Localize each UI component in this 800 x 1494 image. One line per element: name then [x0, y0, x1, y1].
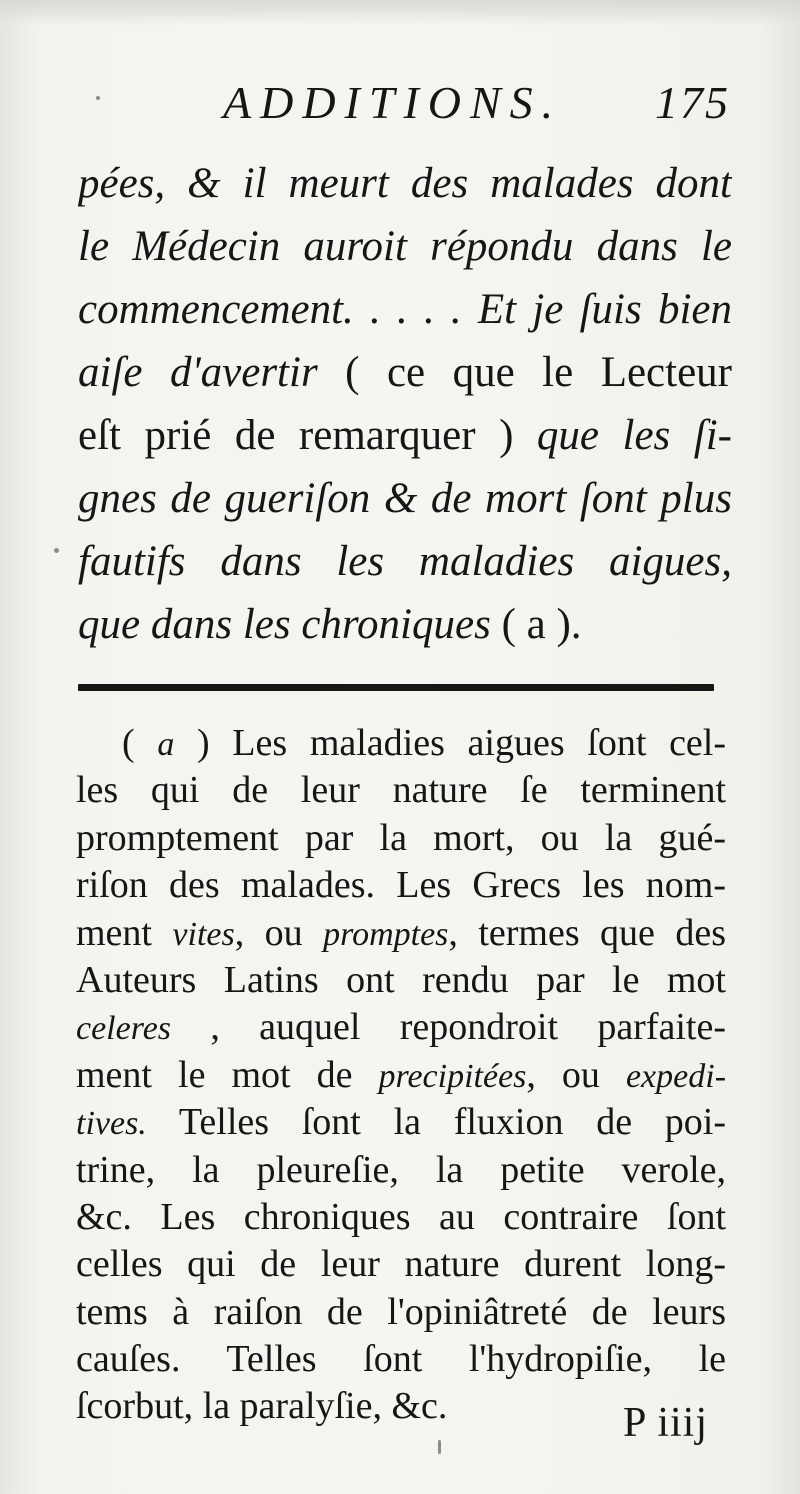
footnote-line — [76, 957, 726, 1004]
paper-speck — [438, 1440, 441, 1454]
running-head: ADDITIONS. — [223, 77, 563, 128]
text-line — [78, 404, 732, 467]
page-number: 175 — [655, 77, 730, 128]
italic-span: tives. — [76, 1105, 147, 1143]
roman-span: Telles ſont la fluxion de poi- — [146, 1101, 726, 1144]
roman-span: celles qui de leur nature durent long- — [76, 1243, 726, 1286]
roman-span: , auquel repondroit parfaite- — [171, 1006, 726, 1049]
roman-span: les qui de leur nature ſe terminent — [76, 769, 726, 812]
footnote-block — [76, 720, 726, 1431]
text-line — [78, 341, 732, 404]
roman-span: ( ce que le Lecteur — [317, 349, 732, 396]
roman-span: Auteurs Latins ont rendu par le mot — [76, 958, 726, 1001]
italic-span: gnes de gueriſon & de mort ſont plus — [78, 475, 732, 522]
footnote-line — [76, 815, 726, 862]
italic-span: que les ſi- — [536, 412, 732, 459]
text-line — [78, 467, 732, 530]
footnote-line — [76, 862, 726, 909]
main-text-block — [78, 152, 732, 656]
page-header — [80, 72, 730, 134]
paper-speck — [96, 96, 100, 100]
paper-speck — [54, 548, 59, 553]
text-line — [78, 152, 732, 215]
footnote-line — [76, 1004, 726, 1051]
roman-span: ( a ). — [490, 601, 582, 648]
roman-span: ment le mot de — [76, 1053, 379, 1096]
footnote-separator-rule — [78, 684, 714, 691]
roman-span: ment — [76, 911, 173, 954]
footnote-line — [76, 1194, 726, 1241]
italic-span: promptes — [323, 915, 449, 953]
roman-span: riſon des malades. Les Grecs les nom- — [76, 864, 726, 907]
footnote-line — [76, 1052, 726, 1099]
roman-span: cauſes. Telles ſont l'hydropiſie, le — [76, 1338, 726, 1381]
footnote-line — [76, 767, 726, 814]
italic-span: pées, & il meurt des malades dont — [78, 160, 732, 207]
italic-span: precipitées — [378, 1057, 527, 1095]
footnote-line — [76, 720, 726, 767]
page-top-shadow — [0, 0, 800, 26]
roman-span: trine, la pleureſie, la petite verole, — [76, 1148, 726, 1191]
footnote-line — [76, 1099, 726, 1146]
italic-span: expedi- — [625, 1057, 726, 1095]
roman-span: , ou — [234, 911, 324, 954]
roman-span: ( — [122, 722, 158, 764]
text-line — [78, 530, 732, 593]
footnote-line — [76, 1289, 726, 1336]
italic-span: vites — [172, 915, 235, 953]
italic-span: fautifs dans les maladies aigues, — [78, 538, 732, 585]
roman-span: tems à raiſon de l'opiniâtreté de leurs — [76, 1290, 726, 1333]
roman-span: , ou — [526, 1053, 626, 1096]
italic-span: a — [157, 726, 175, 763]
footnote-line — [76, 1147, 726, 1194]
roman-span: , termes que des — [448, 911, 726, 954]
footnote-line — [76, 1336, 726, 1383]
text-line — [78, 278, 732, 341]
signature-mark: P iiij — [623, 1400, 708, 1446]
italic-span: aiſe d'avertir — [78, 349, 318, 396]
roman-span: ) Les maladies aigues ſont cel- — [174, 722, 726, 764]
italic-span: le Médecin auroit répondu dans le — [78, 223, 732, 270]
text-line — [78, 215, 732, 278]
footnote-line — [76, 1241, 726, 1288]
roman-span: promptement par la mort, ou la gué- — [76, 816, 726, 859]
roman-span: &c. Les chroniques au contraire ſont — [76, 1195, 726, 1238]
footnote-line — [76, 910, 726, 957]
roman-span: ſcorbut, la paralyſie, &c. — [76, 1385, 448, 1428]
italic-span: commencement. . . . . Et je ſuis bien — [78, 286, 732, 333]
roman-span: eſt prié de remarquer ) — [78, 412, 537, 459]
italic-span: que dans les chroniques — [78, 601, 491, 648]
italic-span: celeres — [76, 1010, 172, 1048]
text-line — [78, 593, 732, 656]
